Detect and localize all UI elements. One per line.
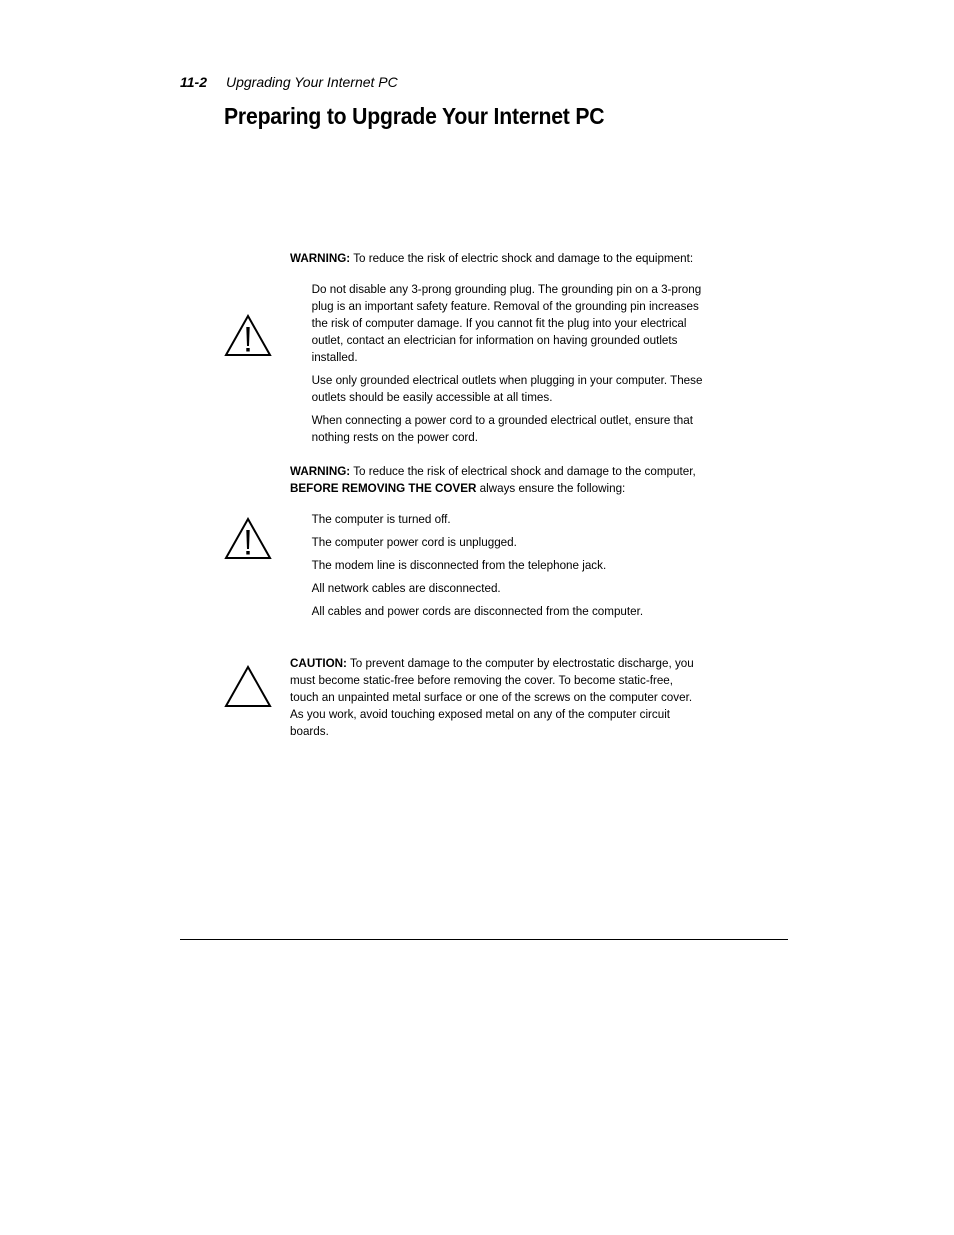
- page-number: 11-2: [180, 74, 207, 90]
- warning-text: To reduce the risk of electric shock and damage to the equipment:: [350, 251, 694, 265]
- warning-item: Do not disable any 3-prong grounding plug. The grounding pin on a 3-prong plug is an important safety feature. Removal of the grounding pin increases the risk of computer damage. If you cannot fit the plug into your electrical outlet, contact an electrician for information on having grounded outlets installed.: [311, 282, 702, 364]
- warning-exclamation-icon: [224, 517, 272, 561]
- checklist-item: All network cables are disconnected.: [311, 581, 501, 595]
- caution-label: CAUTION:: [290, 656, 347, 670]
- warning-item: When connecting a power cord to a grounded electrical outlet, ensure that nothing rests on the power cord.: [311, 413, 693, 444]
- caution-text: To prevent damage to the computer by electrostatic discharge, you must become static-free before removing the cover. To become static-free, touch an unpainted metal surface or one of the screws on the computer cover. As you work, avoid touching exposed metal on any of the computer circuit boards.: [290, 656, 694, 738]
- running-title: Upgrading Your Internet PC: [226, 74, 398, 90]
- warning-checklist: [290, 511, 704, 620]
- warning-label: WARNING:: [290, 464, 351, 478]
- warning-text-after: always ensure the following:: [476, 481, 626, 495]
- caution-triangle-icon: [224, 665, 272, 709]
- footer-rule: [180, 939, 788, 940]
- warning-text: To reduce the risk of electrical shock and damage to the computer,: [350, 464, 696, 478]
- warning-before-removing-cover: [290, 463, 704, 626]
- checklist-item: The modem line is disconnected from the telephone jack.: [311, 558, 607, 572]
- warning-item: Use only grounded electrical outlets when plugging in your computer. These outlets should be easily accessible at all times.: [311, 373, 703, 404]
- warning-electric-shock: [290, 250, 704, 452]
- caution-paragraph: [290, 655, 704, 740]
- caution-static: [290, 655, 704, 740]
- warning-emphasis: BEFORE REMOVING THE COVER: [290, 481, 477, 495]
- checklist-item: The computer power cord is unplugged.: [311, 535, 517, 549]
- warning-label: WARNING:: [290, 251, 351, 265]
- page-header: [180, 74, 398, 90]
- checklist-item: The computer is turned off.: [311, 512, 451, 526]
- warning-exclamation-icon: [224, 314, 272, 358]
- warning-lead: [290, 463, 704, 497]
- warning-items: [290, 281, 704, 446]
- page-title: Preparing to Upgrade Your Internet PC: [224, 103, 605, 129]
- warning-lead: [290, 250, 704, 267]
- checklist-item: All cables and power cords are disconnected from the computer.: [311, 604, 644, 618]
